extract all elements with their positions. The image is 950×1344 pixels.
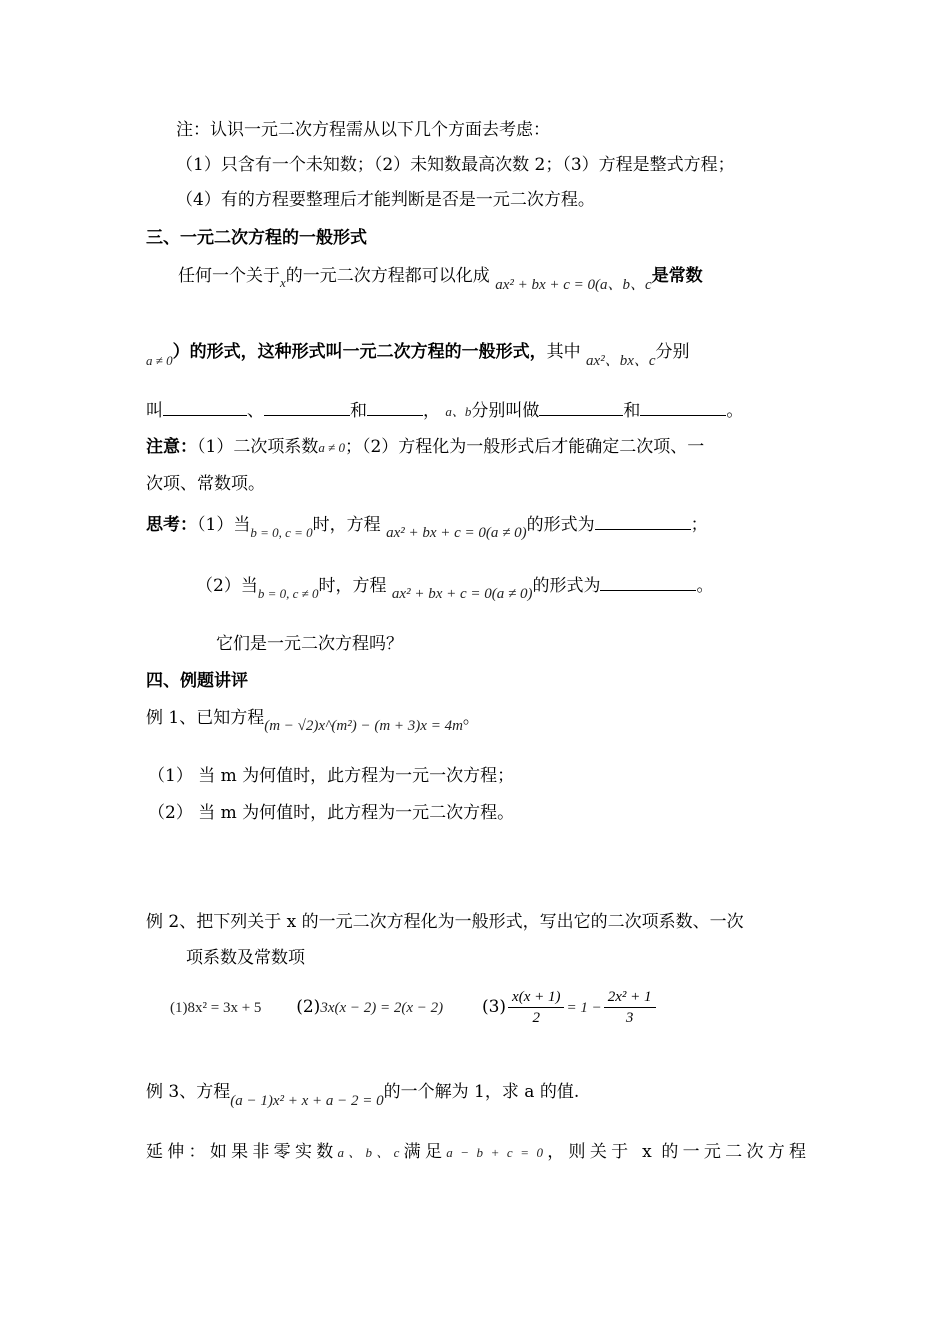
- equation-1: (1)8x² = 3x + 5: [170, 1000, 262, 1016]
- example1-q1: （1） 当 m 为何值时，此方程为一元一次方程；: [148, 766, 515, 786]
- text: 分别: [655, 342, 690, 362]
- text: ，: [423, 401, 440, 421]
- equation-2-label: (2): [296, 997, 321, 1017]
- example2-stem: 例 2、把下列关于 x 的一元二次方程化为一般形式，写出它的二次项系数、一次: [146, 912, 744, 932]
- text: 。: [696, 576, 714, 596]
- text: （1）二次项系数: [197, 437, 319, 457]
- bold-text: ）的形式，这种形式叫一元二次方程的一般形式，: [172, 342, 547, 362]
- section3-heading: 三、一元二次方程的一般形式: [146, 228, 367, 248]
- note-attention: [146, 435, 704, 460]
- condition-formula: b = 0, c ≠ 0: [257, 586, 319, 601]
- math-abc: a、b、c: [337, 1145, 400, 1160]
- text: 例 3、方程: [146, 1082, 231, 1102]
- math-a-not-zero: a ≠ 0: [146, 353, 173, 368]
- text: 和: [623, 401, 641, 421]
- text: 的形式为: [532, 576, 601, 596]
- text: ；: [690, 515, 708, 535]
- math-a-not-zero: a ≠ 0: [318, 440, 345, 455]
- section4-heading: 四、例题讲评: [146, 671, 248, 691]
- math-ab: a、b: [445, 404, 472, 419]
- fill-blank[interactable]: [163, 397, 247, 416]
- text: 和: [350, 401, 367, 421]
- equation-3-label: (3): [481, 997, 507, 1017]
- terms-formula: ax²、bx、c: [586, 353, 656, 369]
- example1-q2: （2） 当 m 为何值时，此方程为一元二次方程。: [148, 803, 515, 823]
- text: 满足: [399, 1142, 447, 1162]
- note-item-line1: （1）只含有一个未知数；（2）未知数最高次数 2；（3）方程是整式方程；: [176, 155, 735, 175]
- text: 的一元二次方程都可以化成: [285, 266, 490, 286]
- fill-blank[interactable]: [539, 397, 623, 416]
- fill-blank[interactable]: [367, 397, 423, 416]
- think-question: 它们是一元二次方程吗？: [216, 634, 403, 654]
- fill-blank[interactable]: [640, 397, 726, 416]
- bold-text: 是常数: [651, 266, 703, 286]
- text: 。: [726, 401, 744, 421]
- text: 、: [247, 401, 264, 421]
- text: 叫: [146, 401, 163, 421]
- text: 任何一个关于: [178, 266, 280, 286]
- example1-stem: [146, 706, 480, 734]
- example1-formula: (m − √2)x^(m²) − (m + 3)x = 4m: [264, 718, 463, 734]
- text: 的一个解为 1，求 a 的值.: [383, 1082, 580, 1102]
- text: 延伸：如果非零实数: [146, 1142, 338, 1162]
- example3: [146, 1080, 580, 1109]
- fill-blank[interactable]: [264, 397, 350, 416]
- section3-para2: [146, 340, 690, 369]
- fraction-right: [604, 987, 656, 1028]
- think-item1: [146, 511, 708, 541]
- note-item-line2: （4）有的方程要整理后才能判断是否是一元二次方程。: [176, 190, 595, 210]
- equation-formula: ax² + bx + c = 0(a ≠ 0): [386, 525, 527, 541]
- equation-formula: ax² + bx + c = 0(a ≠ 0): [391, 586, 533, 602]
- extension: [146, 1140, 806, 1165]
- text: 的形式为: [526, 515, 595, 535]
- text: 其中: [546, 342, 581, 362]
- note-title: 注：认识一元二次方程需从以下几个方面去考虑：: [176, 120, 550, 140]
- think-label: 思考：: [146, 515, 197, 535]
- general-form-formula: ax² + bx + c = 0(a、b、c: [495, 277, 652, 293]
- condition-formula: b = 0, c = 0: [250, 525, 313, 540]
- fill-blank[interactable]: [600, 572, 696, 591]
- fraction-denominator: 2: [532, 1010, 541, 1026]
- condition-formula: a − b + c = 0: [446, 1145, 543, 1160]
- fraction-numerator: x(x + 1): [508, 987, 564, 1008]
- fraction-left: [508, 987, 564, 1028]
- fraction-denominator: 3: [625, 1010, 634, 1026]
- text: （2）当: [196, 576, 258, 596]
- fill-blank[interactable]: [595, 511, 691, 530]
- think-item2: [196, 572, 714, 602]
- note-attention-cont: 次项、常数项。: [146, 474, 265, 494]
- example3-formula: (a − 1)x² + x + a − 2 = 0: [230, 1093, 384, 1109]
- text: 。: [462, 708, 480, 728]
- text: ，则关于 x 的一元二次方程: [543, 1142, 807, 1162]
- text: 分别叫做: [471, 401, 540, 421]
- text: 时，方程: [312, 515, 381, 535]
- example2-equations: [170, 984, 658, 1030]
- section3-para3: [146, 397, 743, 424]
- example2-stem-cont: 项系数及常数项: [186, 948, 305, 968]
- equation-3-mid: = 1 −: [566, 1000, 602, 1016]
- equation-2: 3x(x − 2) = 2(x − 2): [320, 1000, 444, 1016]
- text: ；（2）方程化为一般形式后才能确定二次项、一: [344, 437, 705, 457]
- text: （1）当: [197, 515, 251, 535]
- fraction-numerator: 2x² + 1: [604, 987, 656, 1008]
- text: 例 1、已知方程: [146, 708, 265, 728]
- math-x: x: [280, 275, 286, 290]
- text: 时，方程: [318, 576, 387, 596]
- section3-para1: [178, 264, 703, 293]
- attention-label: 注意：: [146, 437, 197, 457]
